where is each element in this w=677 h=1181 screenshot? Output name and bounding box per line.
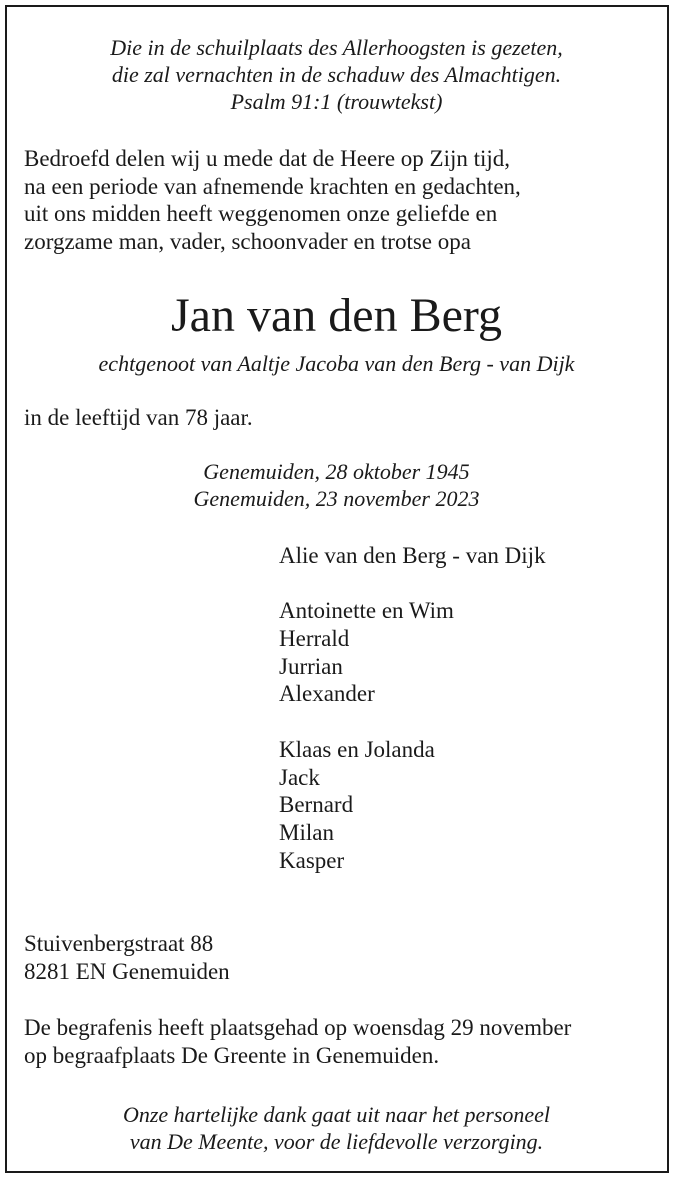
family-member: Herrald <box>279 626 350 652</box>
intro-line: na een periode van afnemende krachten en gedachten, <box>24 173 521 199</box>
verse-reference: Psalm 91:1 (trouwtekst) <box>230 89 443 114</box>
funeral-line: op begraafplaats De Greente in Genemuiden. <box>24 1042 440 1068</box>
spouse-line: echtgenoot van Aaltje Jacoba van den Berg - van Dijk <box>98 351 575 376</box>
intro-line: zorgzame man, vader, schoonvader en trotse opa <box>24 228 471 254</box>
verse <box>0 34 673 115</box>
family-member: Kasper <box>279 847 345 873</box>
funeral-info <box>24 1014 571 1069</box>
family-member: Jurrian <box>279 653 343 679</box>
thanks-line: Onze hartelijke dank gaat uit naar het personeel <box>122 1102 551 1127</box>
address-city: 8281 EN Genemuiden <box>24 958 230 984</box>
thanks-line: van De Meente, voor de liefdevolle verzorging. <box>129 1129 544 1154</box>
family-member: Bernard <box>279 792 354 818</box>
family-member: Alexander <box>279 681 375 707</box>
birth-date: Genemuiden, 28 oktober 1945 <box>203 459 470 484</box>
verse-line: die zal vernachten in de schaduw des Almachtigen. <box>111 62 562 87</box>
deceased-name: Jan van den Berg <box>170 289 503 342</box>
family-member: Alie van den Berg - van Dijk <box>279 543 546 568</box>
family-member: Milan <box>279 819 334 845</box>
life-dates <box>0 458 673 512</box>
family-list <box>279 542 546 874</box>
address <box>24 930 230 985</box>
intro-line: uit ons midden heeft weggenomen onze geliefde en <box>24 201 498 226</box>
address-street: Stuivenbergstraat 88 <box>24 931 214 956</box>
family-member: Antoinette en Wim <box>279 598 454 624</box>
family-spacer <box>279 708 546 736</box>
death-date: Genemuiden, 23 november 2023 <box>193 486 480 511</box>
thanks-note <box>0 1101 673 1155</box>
family-member: Klaas en Jolanda <box>279 736 435 762</box>
age-line: in de leeftijd van 78 jaar. <box>24 405 253 430</box>
intro-paragraph <box>24 145 521 255</box>
intro-line: Bedroefd delen wij u mede dat de Heere op Zijn tijd, <box>24 146 511 171</box>
verse-line: Die in de schuilplaats des Allerhoogsten is gezeten, <box>110 35 563 60</box>
funeral-line: De begrafenis heeft plaatsgehad op woensdag 29 november <box>24 1015 572 1040</box>
family-spacer <box>279 570 546 598</box>
family-member: Jack <box>279 764 320 790</box>
